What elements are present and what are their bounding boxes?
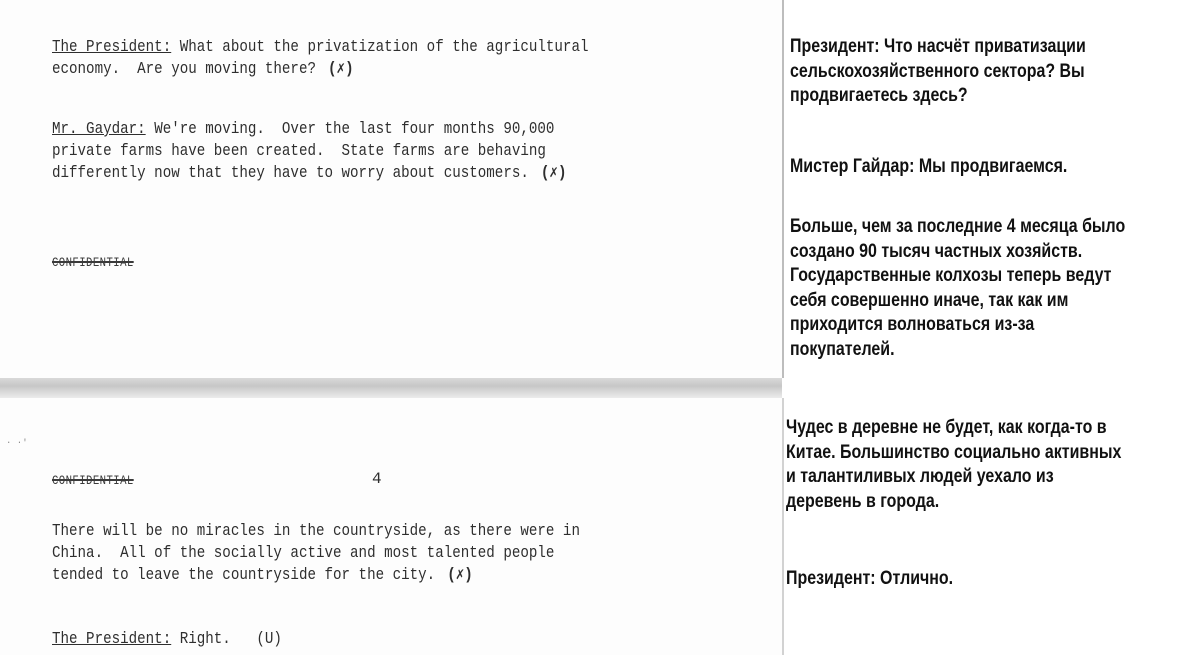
president-question: [52, 36, 654, 80]
page-separator: [0, 378, 782, 398]
text-line: What about the privatization of the agricultural: [171, 37, 589, 56]
classification-mark: (✗): [540, 163, 567, 182]
speaker-label: The President:: [52, 629, 172, 648]
classification-mark: (✗): [328, 59, 354, 78]
text-line: economy. Are you moving there?: [52, 59, 316, 78]
translation-answer-farms: Больше, чем за последние 4 месяца было создано 90 тысяч частных хозяйств. Государственные колхозы теперь ведут себя совершенно иначе, так как им приходится волноваться из-за покупателей.: [790, 216, 1126, 360]
text-line: tended to leave the countryside for the city.: [52, 565, 436, 584]
text-line: China. All of the socially active and most talented people: [52, 543, 555, 562]
translation-answer-start: Мистер Гайдар: Мы продвигаемся.: [790, 156, 1068, 177]
text-line: differently now that they have to worry about customers.: [52, 163, 529, 182]
page-number: 4: [372, 470, 382, 488]
translation-miracles: Чудес в деревне не будет, как когда-то в Китае. Большинство социально активных и талантиливых людей уехало из деревень в города.: [786, 417, 1122, 512]
confidential-stamp: CONFIDENTIAL: [52, 473, 134, 488]
translation-question: Президент: Что насчёт приватизации сельскохозяйственного сектора? Вы продвигаетесь здесь?: [790, 36, 1086, 106]
text-line: private farms have been created. State farms are behaving: [52, 141, 546, 160]
text-line: We're moving. Over the last four months 90,000: [145, 119, 555, 138]
gaydar-answer: [52, 118, 654, 184]
scanned-page-top: [0, 0, 784, 378]
text-line: There will be no miracles in the countryside, as there were in: [52, 521, 580, 540]
text-line: Right. (U): [171, 629, 282, 648]
classification-mark: (✗): [447, 565, 473, 584]
president-reply: [52, 628, 654, 650]
speaker-label: The President:: [52, 37, 172, 56]
scan-specks: · ·': [6, 438, 28, 448]
scanned-page-bottom: [0, 398, 784, 655]
gaydar-continuation: [52, 520, 654, 586]
speaker-label: Mr. Gaydar:: [52, 119, 146, 138]
translation-reply: Президент: Отлично.: [786, 568, 954, 589]
confidential-stamp: CONFIDENTIAL: [52, 255, 134, 270]
